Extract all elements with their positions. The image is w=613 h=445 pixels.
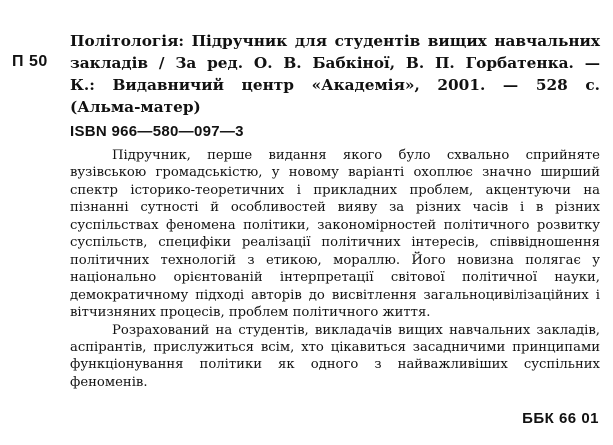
bibliographic-line: (Альма-матер) [70, 98, 201, 116]
isbn-number: ISBN 966—580—097—3 [70, 123, 244, 140]
bibliographic-line: К.: Видавничий центр «Академія», 2001. — 528 с. [70, 76, 600, 94]
annotation-paragraph: Підручник, перше видання якого було схвально сприйняте вузівською громадськістю, у новому варіанті охоплює значно ширший спектр історико-теоретичних і прикладних проблем, акцентуючи на пізнанні сутності й особливостей вияву за різних часів і в різних суспільствах феномена політики, закономірностей політичного розвитку суспільств, специфіки реалізації політичних інтересів, співвідношення політичних технологій з етикою, мораллю. Його новизна полягає у національно орієнтованій інтерпретації світової політичної науки, демократичному підході авторів до висвітлення загальноцивілізаційних і вітчизняних процесів, проблем політичного життя. [70, 148, 600, 321]
annotation [70, 147, 600, 391]
catalog-index: П 50 [12, 53, 48, 70]
annotation-paragraph: Розрахований на студентів, викладачів вищих навчальних закладів, аспірантів, прислужиться всім, хто цікавиться засадничими принципами функціонування політики як одного з найважливіших суспільних феноменів. [70, 322, 600, 390]
bibliographic-line: Політологія: Підручник для студентів вищих навчальних [70, 32, 600, 50]
bibliographic-line: закладів / За ред. О. В. Бабкіної, В. П. Горбатенка. — [70, 54, 600, 72]
bbk-classification: ББК 66 01 [522, 410, 599, 427]
bibliographic-description [70, 30, 600, 118]
